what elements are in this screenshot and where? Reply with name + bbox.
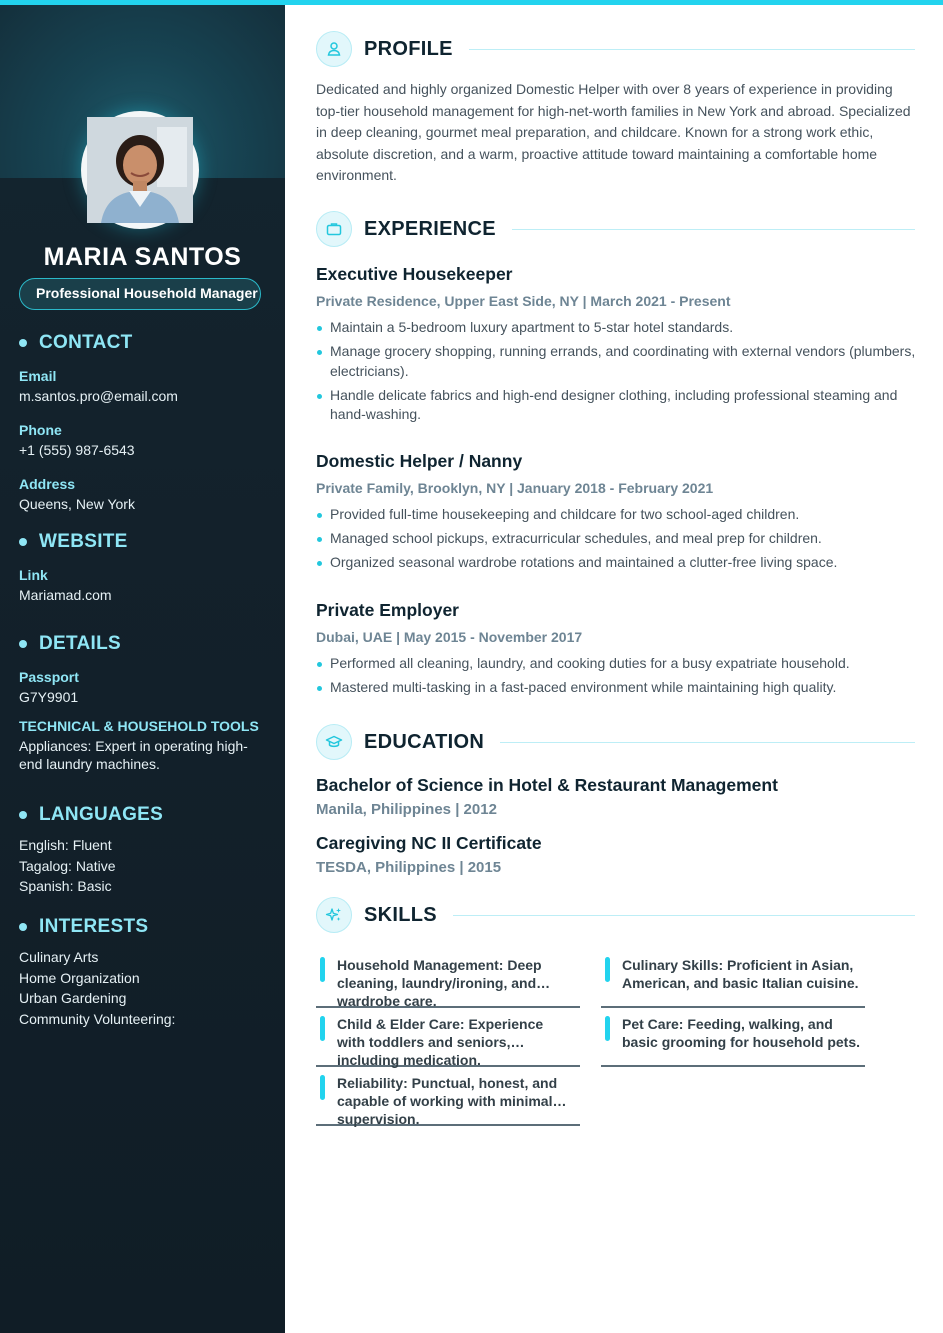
- education-section-header: [316, 724, 915, 760]
- job-bullet: Mastered multi-tasking in a fast-paced environment while maintaining high quality.: [316, 678, 916, 698]
- passport-value: G7Y9901: [19, 689, 79, 705]
- section-bullet-icon: [19, 923, 27, 931]
- job-meta: Dubai, UAE | May 2015 - November 2017: [316, 629, 583, 645]
- language-item: Tagalog: Native: [19, 857, 116, 874]
- address-value: Queens, New York: [19, 496, 135, 512]
- job-bullet: Managed school pickups, extracurricular schedules, and meal prep for children.: [316, 529, 916, 549]
- degree-meta: TESDA, Philippines | 2015: [316, 859, 502, 876]
- job-bullets: [316, 318, 916, 425]
- skill-card: [316, 1070, 580, 1126]
- skills-section-header: [316, 897, 915, 933]
- job-bullets: [316, 654, 916, 698]
- job-meta: Private Residence, Upper East Side, NY | March 2021 - Present: [316, 293, 731, 309]
- interest-item: Culinary Arts: [19, 949, 99, 965]
- education-entry: [316, 833, 916, 876]
- skill-text: Reliability: Punctual, honest, and capable of working with minimal supervision.: [337, 1075, 558, 1127]
- section-bullet-icon: [19, 640, 27, 648]
- person-name: MARIA SANTOS: [43, 243, 242, 271]
- job-title: Domestic Helper / Nanny: [316, 451, 523, 471]
- job-title: Private Employer: [316, 600, 459, 620]
- website-link[interactable]: Mariamad.com: [19, 587, 112, 603]
- section-divider: [469, 49, 915, 50]
- tools-label: TECHNICAL & HOUSEHOLD TOOLS: [19, 718, 259, 734]
- profile-photo: [87, 117, 193, 223]
- interests-section: [19, 915, 269, 1029]
- languages-section: [19, 803, 269, 897]
- job-bullet: Provided full-time housekeeping and childcare for two school-aged children.: [316, 505, 916, 525]
- contact-heading: CONTACT: [39, 332, 133, 353]
- sparkles-icon: [316, 897, 352, 933]
- email-value[interactable]: m.santos.pro@email.com: [19, 388, 178, 404]
- section-divider: [500, 742, 915, 743]
- address-label: Address: [19, 476, 76, 492]
- job-title: Executive Housekeeper: [316, 264, 513, 284]
- job-bullet: Handle delicate fabrics and high-end designer clothing, including professional steaming and hand-washing.: [316, 386, 916, 425]
- education-entry: [316, 775, 916, 818]
- graduation-cap-icon: [316, 724, 352, 760]
- phone-label: Phone: [19, 422, 62, 438]
- top-accent-bar: [0, 0, 943, 5]
- contact-section: [19, 331, 269, 513]
- user-icon: [316, 31, 352, 67]
- section-bullet-icon: [19, 339, 27, 347]
- job-bullet: Maintain a 5-bedroom luxury apartment to 5-star hotel standards.: [316, 318, 916, 338]
- link-label: Link: [19, 567, 48, 583]
- phone-value[interactable]: +1 (555) 987-6543: [19, 442, 135, 458]
- main-content: [285, 5, 943, 1333]
- profile-photo-frame: [81, 111, 199, 229]
- section-bullet-icon: [19, 538, 27, 546]
- skill-accent-bar: [605, 957, 610, 982]
- skill-text: Household Management: Deep cleaning, laundry/ironing, and wardrobe care.: [337, 957, 542, 1009]
- skill-accent-bar: [605, 1016, 610, 1041]
- profile-summary: Dedicated and highly organized Domestic Helper with over 8 years of experience in providing top-tier household management for high-net-worth families in New York and abroad. Specialized in deep cleaning, gourmet meal preparation, and childcare. Known for a strong work ethic, absolute discretion, and a warm, proactive attitude toward maintaining a comfortable home environment.: [316, 81, 911, 184]
- profile-heading: PROFILE: [364, 37, 453, 60]
- details-heading: DETAILS: [39, 633, 121, 654]
- degree-title: Bachelor of Science in Hotel & Restaurant Management: [316, 775, 778, 795]
- skill-text: Culinary Skills: Proficient in Asian, American, and basic Italian cuisine.: [622, 957, 859, 991]
- languages-heading: LANGUAGES: [39, 804, 164, 825]
- interest-item: Community Volunteering:: [19, 1010, 176, 1027]
- skill-text: Child & Elder Care: Experience with toddlers and seniors, including medication.: [337, 1016, 544, 1068]
- skill-accent-bar: [320, 1016, 325, 1041]
- degree-meta: Manila, Philippines | 2012: [316, 801, 497, 818]
- website-section: [19, 530, 269, 604]
- job-bullet: Manage grocery shopping, running errands, and coordinating with external vendors (plumbers, electricians).: [316, 342, 916, 381]
- degree-title: Caregiving NC II Certificate: [316, 833, 542, 853]
- skill-card: [601, 952, 865, 1008]
- skill-accent-bar: [320, 957, 325, 982]
- section-divider: [453, 915, 915, 916]
- details-section: [19, 632, 269, 773]
- tools-value: Appliances: Expert in operating high-end laundry machines.: [19, 738, 248, 772]
- skills-heading: SKILLS: [364, 903, 437, 926]
- education-heading: EDUCATION: [364, 730, 485, 753]
- sidebar: [0, 0, 285, 1333]
- interest-item: Urban Gardening: [19, 990, 127, 1006]
- skill-accent-bar: [320, 1075, 325, 1100]
- experience-heading: EXPERIENCE: [364, 217, 496, 240]
- language-item: English: Fluent: [19, 837, 112, 853]
- job-entry: [316, 600, 916, 702]
- language-item: Spanish: Basic: [19, 878, 112, 894]
- section-divider: [512, 229, 915, 230]
- skill-card: [316, 1011, 580, 1067]
- job-entry: [316, 264, 916, 429]
- skill-card: [316, 952, 580, 1008]
- job-title-badge: Professional Household Manager: [19, 278, 261, 310]
- interest-item: Home Organization: [19, 969, 140, 986]
- experience-section-header: [316, 211, 915, 247]
- person-portrait-icon: [87, 117, 193, 223]
- job-bullet: Performed all cleaning, laundry, and cooking duties for a busy expatriate household.: [316, 654, 916, 674]
- profile-section-header: [316, 31, 915, 67]
- skill-text: Pet Care: Feeding, walking, and basic grooming for household pets.: [622, 1016, 861, 1050]
- job-bullet: Organized seasonal wardrobe rotations and maintained a clutter-free living space.: [316, 553, 916, 573]
- email-label: Email: [19, 368, 57, 384]
- passport-label: Passport: [19, 669, 79, 685]
- job-bullets: [316, 505, 916, 573]
- website-heading: WEBSITE: [39, 531, 128, 552]
- job-meta: Private Family, Brooklyn, NY | January 2018 - February 2021: [316, 480, 714, 496]
- skill-card: [601, 1011, 865, 1067]
- briefcase-icon: [316, 211, 352, 247]
- section-bullet-icon: [19, 811, 27, 819]
- job-entry: [316, 451, 916, 577]
- interests-heading: INTERESTS: [39, 916, 149, 937]
